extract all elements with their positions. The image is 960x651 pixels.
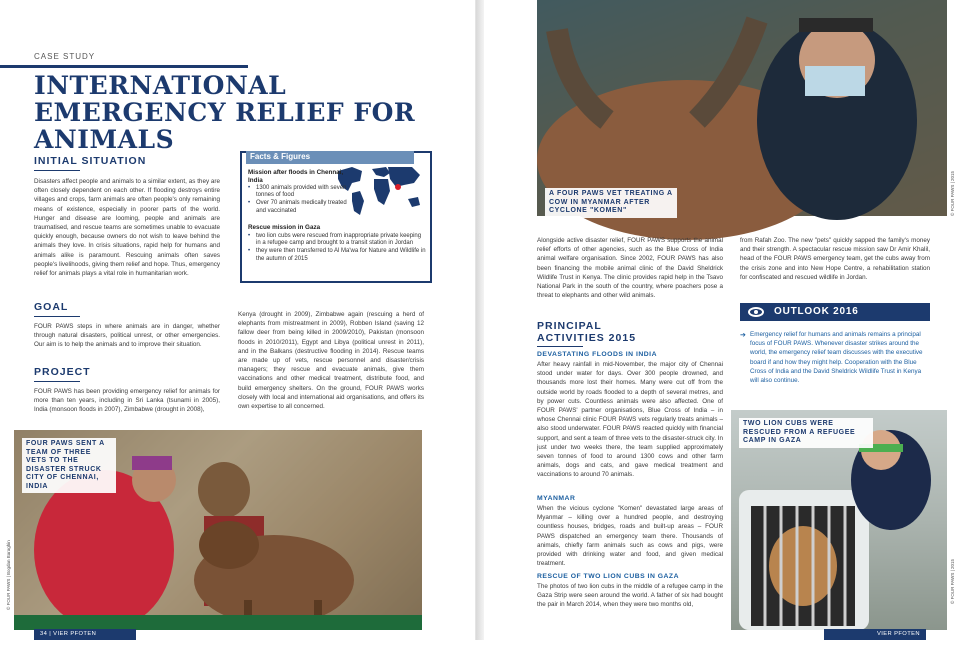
india-floods-heading: DEVASTATING FLOODS IN INDIA — [537, 351, 657, 358]
facts-heading: Facts & Figures — [246, 151, 414, 164]
photo-credit: © FOUR PAWS | Bogdan Baraghin — [6, 540, 11, 610]
column-2-text: from Rafah Zoo. The new "pets" quickly sapped the family's money and their strength. A spectacular rescue mission saw Dr Amir Khalil, head of the FOUR PAWS emergency team, get the cubs away from the crisis zone and into New Hope Centre, a rehabilitation station for confiscated and rescued wildlife in Jordan. — [740, 237, 930, 281]
project-text: FOUR PAWS has been providing emergency relief for animals for more than ten years, including in Sri Lanka (tsunami in 2005), India (monsoon floods in 2007), Zimbabwe (drought in 2008), — [34, 388, 220, 414]
facts-gaza-title: Rescue mission in Gaza — [248, 224, 321, 231]
project-heading: PROJECT — [34, 366, 91, 378]
outlook-heading-bar — [740, 303, 930, 321]
right-footer: VIER PFOTEN INTERNATIONAL | 35 — [824, 629, 926, 640]
kicker-rule — [0, 65, 248, 68]
heading-rule — [537, 346, 583, 347]
location-marker-icon — [395, 184, 401, 190]
facts-india-list — [248, 185, 348, 216]
facts-figures-box — [240, 151, 432, 283]
lion-photo-caption: TWO LION CUBS WERE RESCUED FROM A REFUGEE CAMP IN GAZA — [739, 418, 873, 448]
heading-rule — [34, 381, 80, 382]
list-item: • 1300 animals provided with seven tonnes of food — [248, 185, 348, 199]
list-item: • Over 70 animals medically treated and vaccinated — [248, 200, 348, 214]
initial-situation-heading: INITIAL SITUATION — [34, 155, 147, 167]
gaza-heading: RESCUE OF TWO LION CUBS IN GAZA — [537, 573, 679, 580]
myanmar-photo — [537, 0, 947, 216]
arrow-right-icon: ➔ — [740, 332, 746, 339]
list-item: • they were then transferred to Al Ma'wa for Nature and Wildlife in the autumn of 2015 — [248, 248, 426, 262]
project-text-continued: Kenya (drought in 2009), Zimbabwe again (rescuing a herd of elephants from mistreatment in 2009), Robben Island (saving 12 fallow deer from being killed in 2009/2010), Pakistan (monsoon floods in 2010/2011), Egypt and Libya (political unrest in 2011), and in the Balkans (destructive flooding in 2014). Rescue teams are made up of vets, rescue personnel and disaster/crisis managers; they rescue and evacuate animals, give them vaccinations and other medical treatment, distribute food, and build emergency shelters. On the ground, FOUR PAWS works closely with local and international aid organisations, and offers its own expertise to all concerned. — [238, 311, 424, 411]
myanmar-heading: MYANMAR — [537, 495, 576, 502]
principal-activities-heading: PRINCIPAL ACTIVITIES 2015 — [537, 320, 637, 344]
heading-rule — [34, 170, 80, 171]
page-title: INTERNATIONAL EMERGENCY RELIEF FOR ANIMALS — [34, 71, 416, 154]
facts-gaza-list — [248, 233, 426, 264]
gaza-text: The photos of two lion cubs in the middle of a refugee camp in the Gaza Strip were seen around the world. A father of six had bought the pair in March 2014, when they were two months old, — [537, 583, 723, 609]
left-page — [0, 0, 476, 648]
kicker-label: CASE STUDY — [34, 52, 96, 61]
vet-treating-cow-illustration — [537, 0, 947, 216]
left-footer: 34 | VIER PFOTEN INTERNATIONAL — [34, 629, 136, 640]
eye-icon — [748, 307, 764, 317]
outlook-text: Emergency relief for humans and animals remains a principal focus of FOUR PAWS. Whenever disaster strikes around the world, the emergency relief team discusses with the executive board if and how they might help. Cooperation with the Blue Cross of India and the David Sheldrick Wildlife Trust in Kenya will also continue. — [750, 331, 923, 385]
list-item: • two lion cubs were rescued from inappropriate private keeping in a refugee camp and brought to a transit station in Jordan — [248, 233, 426, 247]
lion-cubs-photo — [731, 410, 947, 630]
column-1-intro: Alongside active disaster relief, FOUR PAWS supports the animal relief efforts of other agencies, such as the Blue Cross of India animal welfare organisation. Since 2002, FOUR PAWS has also been financing the mobile animal clinic of the David Sheldrick Wildlife Trust in Kenya. The clinic provides rapid help in the Tsavo National Park in the south of the country, where poachers pose a threat to elephants and other wild animals. — [537, 237, 723, 300]
facts-india-title: Mission after floods in Chennai, India — [248, 169, 344, 184]
goal-text: FOUR PAWS steps in where animals are in danger, whether through natural disasters, political unrest, or other emergencies. Our aim is to help the animals and to improve their situation. — [34, 323, 220, 349]
chennai-photo — [14, 430, 422, 630]
myanmar-text: When the vicious cyclone "Komen" devastated large areas of Myanmar – killing over a hundred people, and destroying countless houses, bridges, roads and built-up areas – FOUR PAWS dispatched an emergency team there. Thousands of animals, chiefly farm animals such as cows and pigs, were provided with drinking water and food, and given medical treatment. — [537, 505, 723, 568]
goal-heading: GOAL — [34, 301, 69, 313]
photo-credit: © FOUR PAWS | 2015 — [950, 559, 955, 604]
india-floods-text: After heavy rainfall in mid-November, the major city of Chennai stood under water for days. Over 300 people drowned, and thousands more lost their homes. Many were cut off from the outside world by roads flooded to a depth of several metres, and by power cuts. Countless animals were also affected. One of FOUR PAWS' partner organisations, Blue Cross of India – in whose Chennai clinic FOUR PAWS vets regularly treats animals – also stood underwater. FOUR PAWS reacted quickly with financial support, and sent a team of three vets to the disaster-struck city. In just under two weeks there, the team supplied approximately seven tonnes of food to around 1300 cows and other farm animals, dogs and cats, and gave medical treatment and vaccinations to around 70 animals. — [537, 361, 723, 479]
initial-situation-text: Disasters affect people and animals to a similar extent, as they are often closely dependent on each other. If flooding destroys entire villages and crops, farm animals are often people's only remaining means of existence, especially in poorer parts of the world. Hunger and disease are looming, people and animals are traumatised, and rescue teams are sometimes unable to evacuate quickly enough, because owners do not wish to leave behind the animals they love. In crisis situations, rapid help for humans and animals alike is paramount. Rescuing animals often saves people's livelihoods, giving them relief and hope. Thus, emergency relief for animals plays a vital role in humanitarian work. — [34, 178, 220, 278]
outlook-heading: OUTLOOK 2016 — [774, 306, 859, 317]
page-gutter — [476, 0, 484, 640]
chennai-photo-caption: FOUR PAWS SENT A TEAM OF THREE VETS TO THE DISASTER STRUCK CITY OF CHENNAI, INDIA — [22, 438, 116, 493]
heading-rule — [34, 316, 80, 317]
photo-credit: © FOUR PAWS | 2015 — [950, 171, 955, 216]
right-page — [484, 0, 960, 648]
myanmar-photo-caption: A FOUR PAWS VET TREATING A COW IN MYANMAR AFTER CYCLONE "KOMEN" — [545, 188, 677, 218]
